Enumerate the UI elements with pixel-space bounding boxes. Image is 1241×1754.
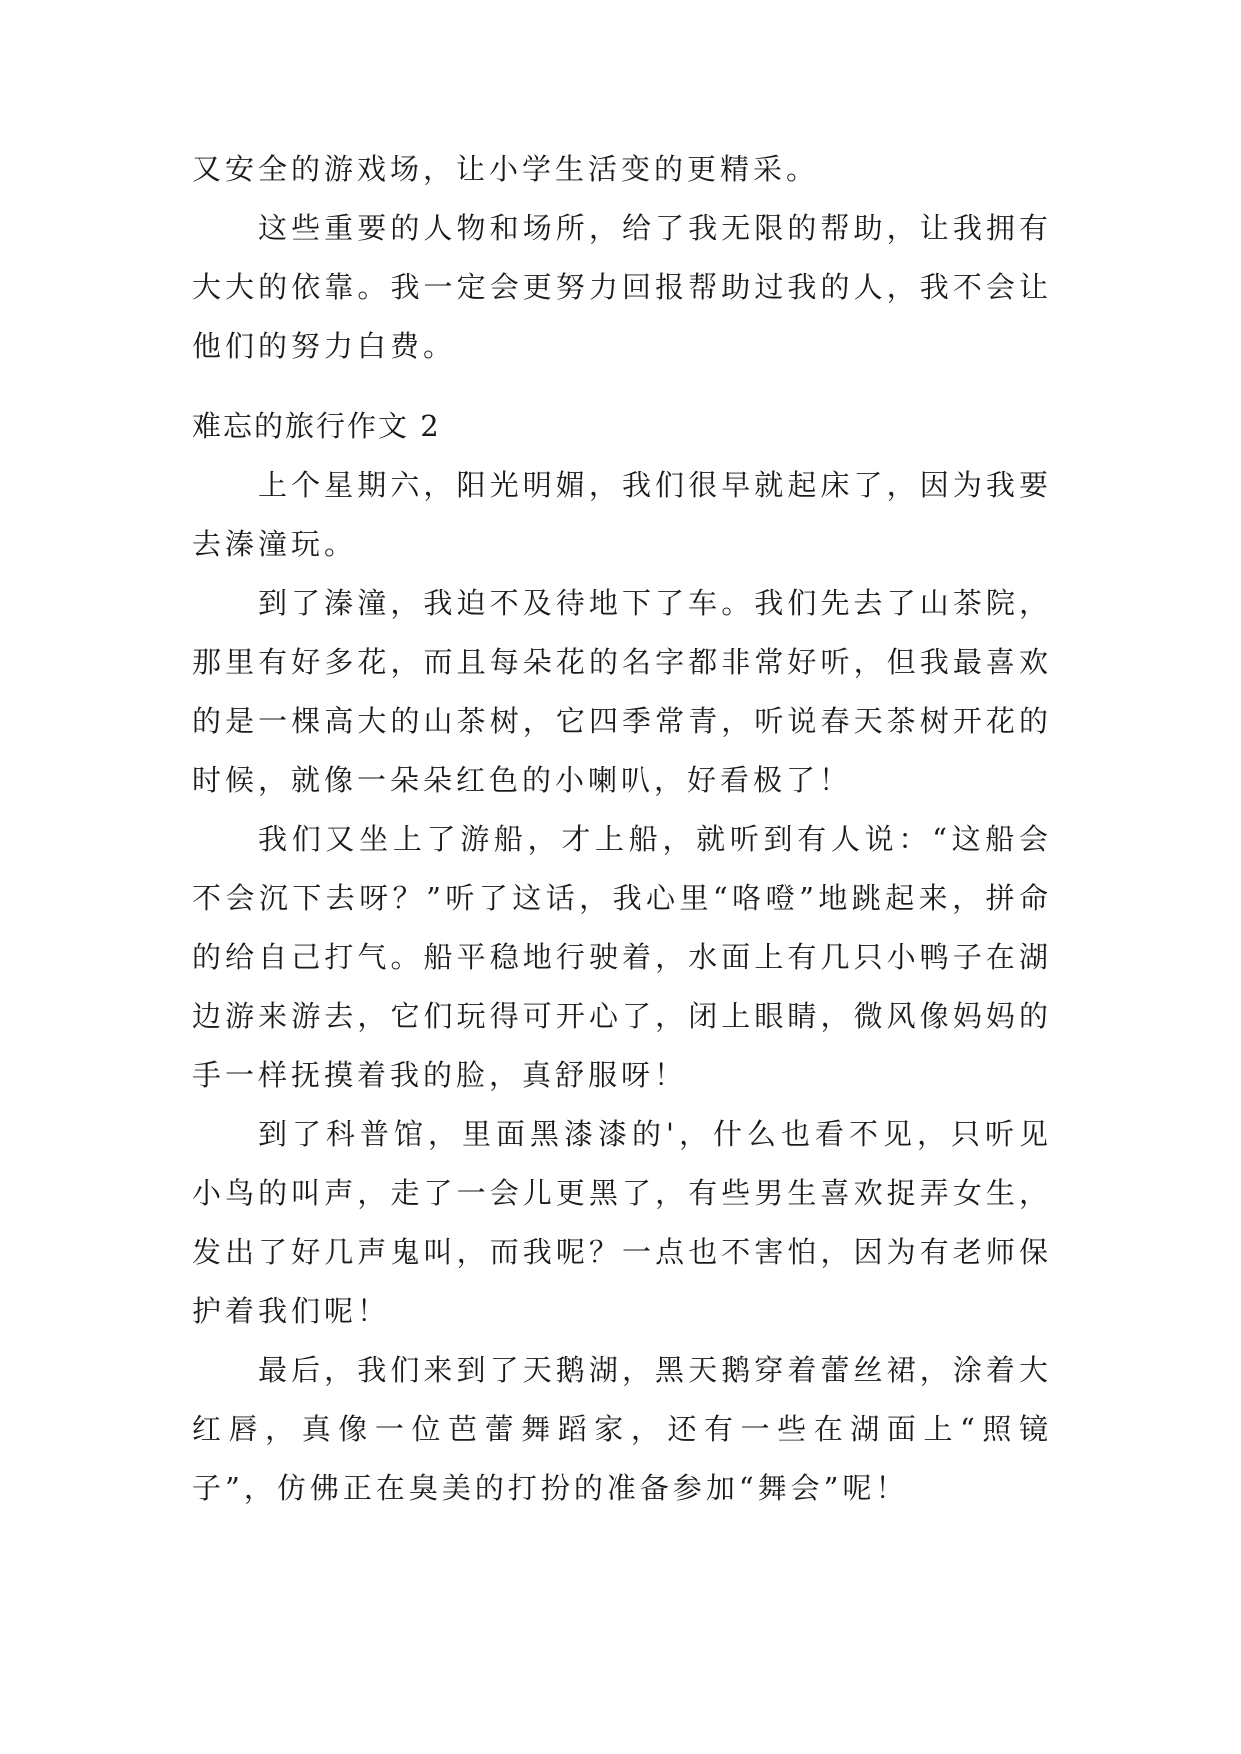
paragraph-boat-ride: 我们又坐上了游船，才上船，就听到有人说：“这船会不会沉下去呀？”听了这话，我心里“咯噔”地跳起来，拼命的给自己打气。船平稳地行驶着，水面上有几只小鸭子在湖边游来游去，它们玩得可开心了，闭上眼睛，微风像妈妈的手一样抚摸着我的脸，真舒服呀！ bbox=[192, 822, 1052, 1092]
paragraph-continuation: 又安全的游戏场，让小学生活变的更精采。 bbox=[192, 152, 820, 186]
paragraph-summary: 这些重要的人物和场所，给了我无限的帮助，让我拥有大大的依靠。我一定会更努力回报帮助过我的人，我不会让他们的努力白费。 bbox=[192, 211, 1052, 363]
paragraph-science-museum: 到了科普馆，里面黑漆漆的'，什么也看不见，只听见小鸟的叫声，走了一会儿更黑了，有些男生喜欢捉弄女生，发出了好几声鬼叫，而我呢？一点也不害怕，因为有老师保护着我们呢！ bbox=[192, 1117, 1052, 1328]
paragraph-saturday: 上个星期六，阳光明媚，我们很早就起床了，因为我要去溱潼玩。 bbox=[192, 468, 1052, 561]
paragraph-swan-lake: 最后，我们来到了天鹅湖，黑天鹅穿着蕾丝裙，涂着大红唇，真像一位芭蕾舞蹈家，还有一些在湖面上“照镜子”，仿佛正在臭美的打扮的准备参加“舞会”呢！ bbox=[192, 1353, 1052, 1505]
section-title: 难忘的旅行作文 2 bbox=[192, 409, 441, 443]
paragraph-camellia-courtyard: 到了溱潼，我迫不及待地下了车。我们先去了山茶院，那里有好多花，而且每朵花的名字都非常好听，但我最喜欢的是一棵高大的山茶树，它四季常青，听说春天茶树开花的时候，就像一朵朵红色的小喇叭，好看极了！ bbox=[192, 586, 1052, 797]
